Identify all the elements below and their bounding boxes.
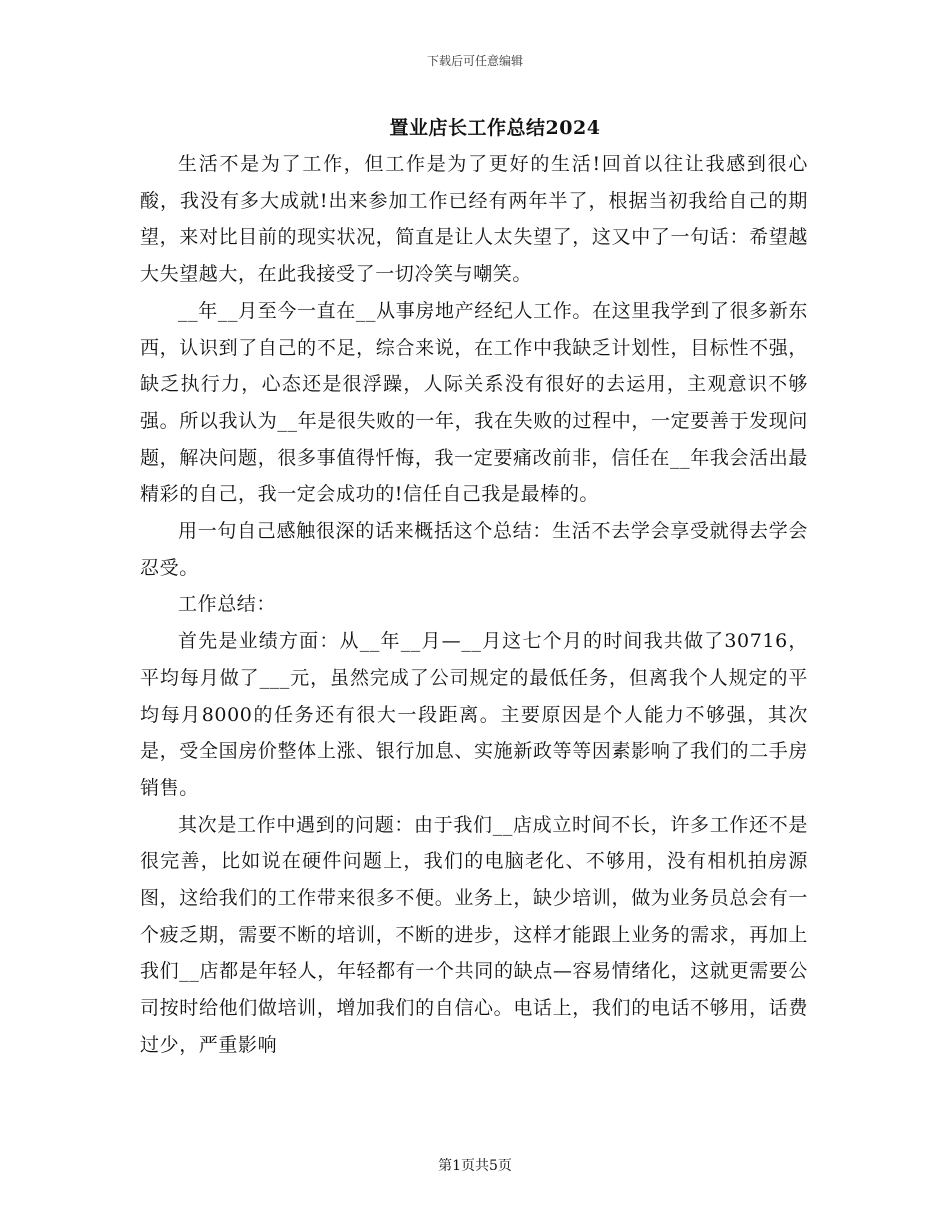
paragraph-experience: __年__月至今一直在__从事房地产经纪人工作。在这里我学到了很多新东西，认识到了自己的不足，综合来说，在工作中我缺乏计划性，目标性不强，缺乏执行力，心态还是很浮躁，人际关系没有很好的去运用，主观意识不够强。所以我认为__年是很失败的一年，我在失败的过程中，一定要善于发现问题，解决问题，很多事值得忏悔，我一定要痛改前非，信任在__年我会活出最精彩的自己，我一定会成功的!信任自己我是最棒的。 [140,299,808,506]
paragraph-performance: 首先是业绩方面：从__年__月—__月这七个月的时间我共做了30716，平均每月做了___元，虽然完成了公司规定的最低任务，但离我个人规定的平均每月8000的任务还有很大一段距离。主要原因是个人能力不够强，其次是，受全国房价整体上涨、银行加息、实施新政等等因素影响了我们的二手房销售。 [140,630,808,799]
paragraph-section-heading: 工作总结： [178,593,277,616]
document-body [140,146,808,1064]
page-header-note: 下载后可任意编辑 [426,54,523,68]
paragraph-motto: 用一句自己感触很深的话来概括这个总结：生活不去学会享受就得去学会忍受。 [140,520,808,579]
paragraph-problems: 其次是工作中遇到的问题：由于我们__店成立时间不长，许多工作还不是很完善，比如说在硬件问题上，我们的电脑老化、不够用，没有相机拍房源图，这给我们的工作带来很多不便。业务上，缺少培训，做为业务员总会有一个疲乏期，需要不断的培训，不断的进步，这样才能跟上业务的需求，再加上我们__店都是年轻人，年轻都有一个共同的缺点—容易情绪化，这就更需要公司按时给他们做培训，增加我们的自信心。电话上，我们的电话不够用，话费过少，严重影响 [140,813,808,1056]
document-title: 置业店长工作总结2024 [389,117,601,139]
paragraph-intro: 生活不是为了工作，但工作是为了更好的生活!回首以往让我感到很心酸，我没有多大成就!出来参加工作已经有两年半了，根据当初我给自己的期望，来对比目前的现实状况，简直是让人太失望了，这又中了一句话：希望越大失望越大，在此我接受了一切冷笑与嘲笑。 [140,153,808,286]
page-number-footer: 第1页共5页 [438,1158,512,1174]
